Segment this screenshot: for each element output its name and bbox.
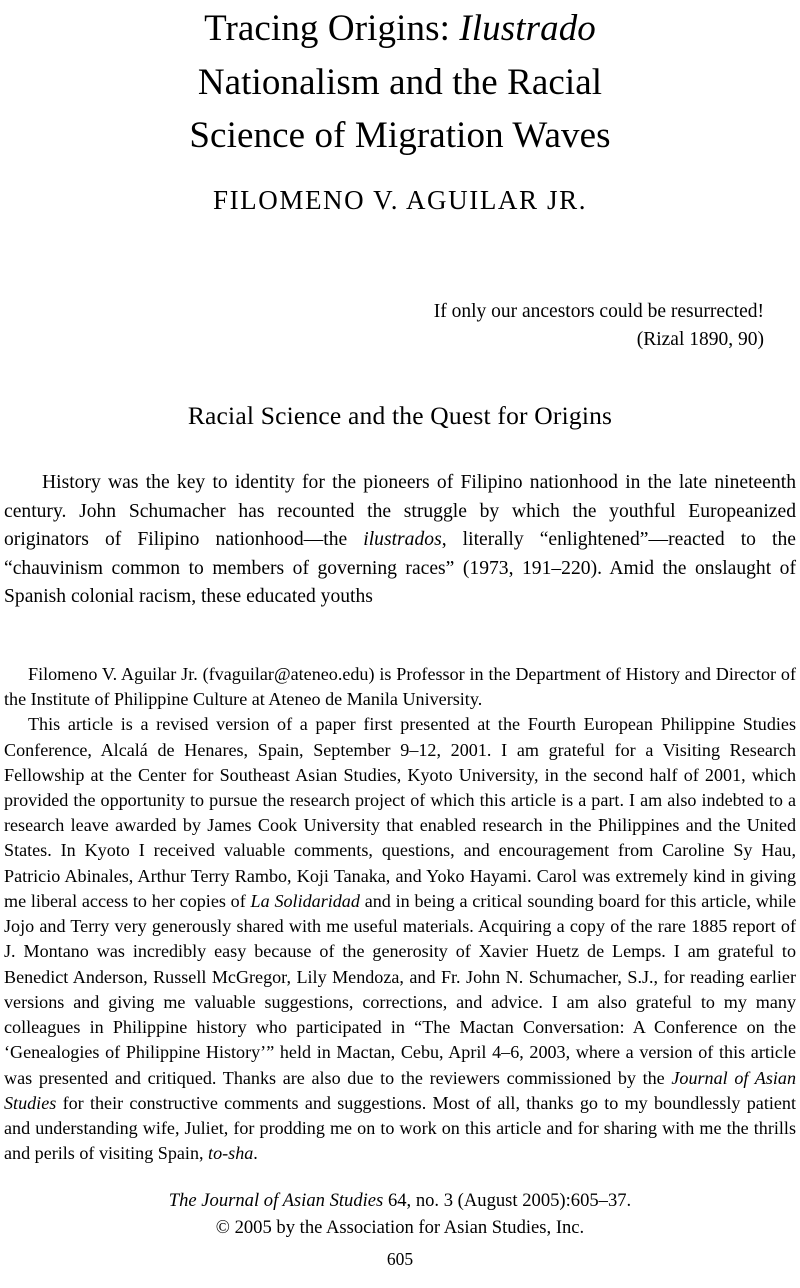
title-line-1-text: Tracing Origins: — [204, 8, 460, 49]
footnote-acknowledgments — [4, 712, 796, 1166]
body-paragraph-italic-ilustrados: ilustrados — [363, 529, 442, 551]
ack-part-1: This article is a revised version of a paper first presented at the Fourth European Philippine Studies Conference, Alcalá de Henares, Spain, September 9–12, 2001. I am grateful for a Visiting Research Fellowship at the Center for Southeast Asian Studies, Kyoto University, in the second half of 2001, which provided the opportunity to pursue the research project of which this article is a part. I am also indebted to a research leave awarded by James Cook University that enabled research in the Philippines and the United States. In Kyoto I received valuable comments, questions, and encouragement from Caroline Sy Hau, Patricio Abinales, Arthur Terry Rambo, Koji Tanaka, and Yoko Hayami. Carol was extremely kind in giving me liberal access to her copies of — [4, 714, 796, 911]
footnote-author-bio: Filomeno V. Aguilar Jr. (fvaguilar@ateneo.edu) is Professor in the Department of History and Director of the Institute of Philippine Culture at Ateneo de Manila University. — [4, 663, 796, 710]
epigraph — [3, 298, 797, 353]
footnote-block — [3, 662, 797, 1167]
epigraph-attribution: (Rizal 1890, 90) — [636, 328, 764, 350]
ack-part-2: and in being a critical sounding board for this article, while Jojo and Terry very generously shared with me useful materials. Acquiring a copy of the rare 1885 report of J. Montano was incredibly easy because of the generosity of Xavier Huetz de Lemps. I am grateful to Benedict Anderson, Russell McGregor, Lily Mendoza, and Fr. John N. Schumacher, S.J., for reading earlier versions and giving me valuable suggestions, corrections, and advice. I am also grateful to my many colleagues in Philippine history who participated in “The Mactan Conversation: A Conference on the ‘Genealogies of Philippine History’” held in Mactan, Cebu, April 4–6, 2003, where a version of this article was presented and critiqued. Thanks are also due to the reviewers commissioned by the — [4, 890, 796, 1088]
epigraph-quote: If only our ancestors could be resurrected! — [433, 300, 764, 322]
ack-part-4: . — [253, 1143, 258, 1164]
page-number: 605 — [386, 1249, 414, 1269]
body-paragraph-part-1: History was the key to identity for the pioneers of Filipino nationhood in the late nineteenth century. John Schumacher has recounted the struggle by which the youthful Europeanized originators of Filipino nationhood—the — [4, 472, 796, 551]
title-line-2: Nationalism and the Racial — [197, 61, 603, 103]
citation-copyright: © 2005 by the Association for Asian Studies, Inc. — [215, 1216, 585, 1238]
body-paragraph — [4, 469, 796, 612]
citation-journal-title: The Journal of Asian Studies — [168, 1190, 384, 1212]
page-title — [120, 2, 680, 163]
author-byline: FILOMENO V. AGUILAR JR. — [212, 184, 588, 215]
ack-part-3: for their constructive comments and suggestions. Most of all, thanks go to my boundlessly patient and understanding wife, Juliet, for prodding me on to work on this article and for sharing with me the thrills and perils of visiting Spain, — [4, 1092, 796, 1164]
ack-italic-to-sha: to-sha — [208, 1143, 254, 1164]
citation-volume-info: 64, no. 3 (August 2005):605–37. — [383, 1190, 632, 1212]
ack-italic-la-solidaridad: La Solidaridad — [250, 890, 360, 911]
citation-block — [3, 1188, 797, 1240]
body-paragraph-part-2: , literally “enlightened”—reacted to the “chauvinism common to members of governing races” (1973, 191–220). Amid the onslaught of Spanish colonial racism, these educated youths — [4, 529, 796, 608]
title-line-1-italic: Ilustrado — [459, 8, 596, 49]
section-heading: Racial Science and the Quest for Origins — [187, 401, 613, 431]
title-line-1 — [204, 8, 596, 49]
body-text — [3, 469, 797, 612]
title-line-3: Science of Migration Waves — [189, 115, 611, 157]
citation-source-line — [3, 1188, 797, 1214]
title-block — [3, 0, 797, 216]
ack-italic-journal-of-asian-studies: Journal of Asian Studies — [4, 1067, 796, 1113]
